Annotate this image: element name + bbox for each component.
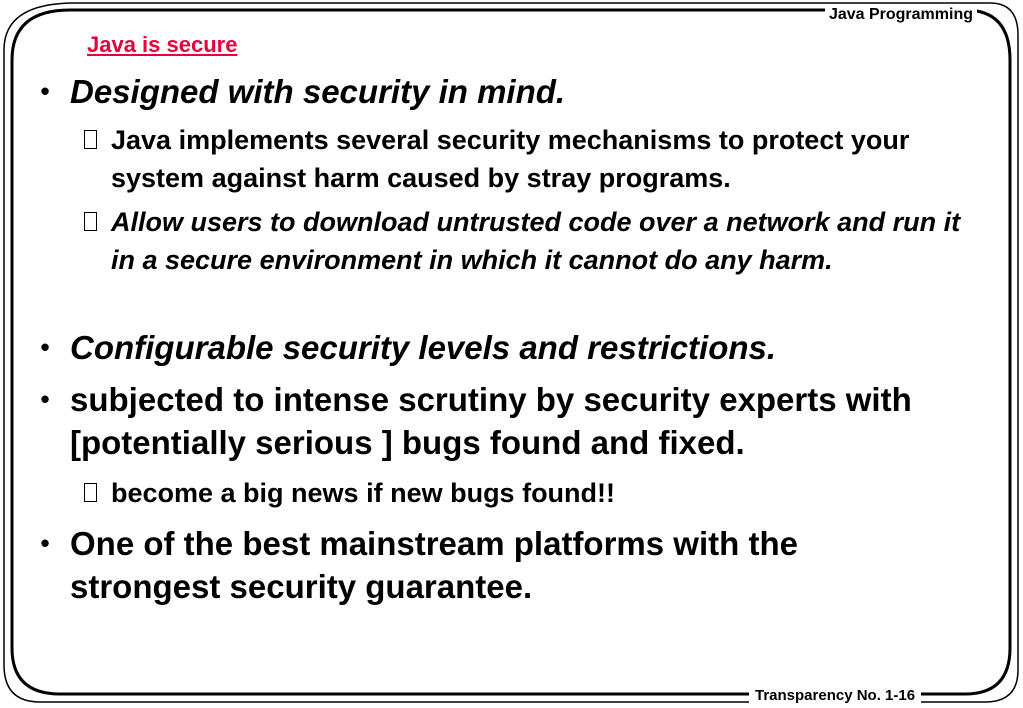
- slide-title: Java is secure: [87, 32, 238, 57]
- bullet-text: subjected to intense scrutiny by security experts with [potentially serious ] bugs found and fixed.: [70, 381, 912, 461]
- subbullet-item: [84, 203, 971, 279]
- bullet-text: Designed with security in mind.: [70, 73, 566, 110]
- box-bullet-icon: [84, 130, 97, 149]
- subbullet-text: become a big news if new bugs found!!: [111, 478, 616, 508]
- bullet-dot-icon: •: [40, 76, 50, 106]
- subbullet-item: [84, 121, 971, 197]
- bullet-dot-icon: •: [40, 384, 50, 414]
- bullet-dot-icon: •: [40, 332, 50, 362]
- box-bullet-icon: [84, 212, 97, 231]
- bullet-item: [30, 70, 950, 113]
- bullet-dot-icon: •: [40, 528, 50, 558]
- bullet-item: [30, 522, 950, 608]
- bullet-text: One of the best mainstream platforms with the strongest security guarantee.: [70, 525, 798, 605]
- transparency-number: Transparency No. 1-16: [749, 687, 921, 704]
- bullet-text: Configurable security levels and restrictions.: [70, 329, 777, 366]
- bullet-item: [30, 378, 950, 464]
- bullet-item: [30, 326, 950, 369]
- subbullet-item: [84, 474, 971, 512]
- subbullet-text: Java implements several security mechanisms to protect your system against harm caused by stray programs.: [111, 125, 910, 193]
- subbullet-text: Allow users to download untrusted code over a network and run it in a secure environment in which it cannot do any harm.: [111, 207, 961, 275]
- course-header: Java Programming: [825, 6, 977, 24]
- box-bullet-icon: [84, 483, 97, 502]
